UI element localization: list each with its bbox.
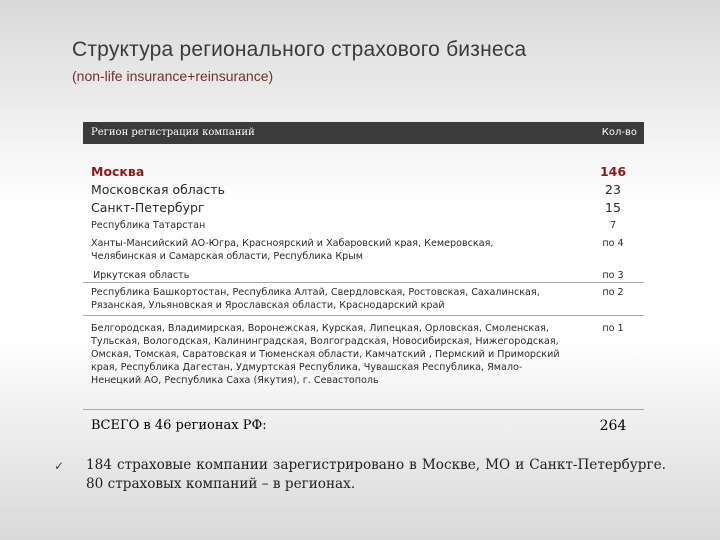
count-cell: 23 <box>605 182 621 197</box>
row-divider <box>83 409 644 410</box>
count-cell: 15 <box>605 200 621 215</box>
region-cell: Санкт-Петербург <box>91 200 205 215</box>
count-cell: 7 <box>609 220 617 231</box>
count-cell: по 4 <box>602 238 624 249</box>
regions-table <box>83 122 644 434</box>
total-label: ВСЕГО в 46 регионах РФ: <box>91 418 267 433</box>
region-cell: Иркутская область <box>93 270 190 281</box>
region-cell: Республика Татарстан <box>91 220 206 231</box>
table-header <box>83 122 644 144</box>
count-cell: по 1 <box>602 323 624 334</box>
page-title: Структура регионального страхового бизнеса <box>72 38 527 61</box>
region-cell: Москва <box>91 164 145 179</box>
count-cell: по 3 <box>602 270 624 281</box>
count-cell: по 2 <box>602 287 624 298</box>
region-cell: Ханты-Мансийский АО-Югра, Красноярский и Хабаровский края, Кемеровская, Челябинская и Самарская области, Республика Крым <box>91 238 494 262</box>
page-subtitle: (non-life insurance+reinsurance) <box>72 68 274 84</box>
checkmark-icon: ✓ <box>54 459 65 473</box>
count-cell: 146 <box>599 164 627 179</box>
region-cell: Белгородская, Владимирская, Воронежская, Курская, Липецкая, Орловская, Смоленская, Тульская, Вологодская, Калининградская, Волгоградская, Новосибирская, Нижегородская, Омская, Томская, Саратовская и Тюменская области, Камчатский , Пермский и Приморский края, Республика Дагестан, Удмуртская Республика, Чувашская Республика, Ямало-Ненецкий АО, Республика Саха (Якутия), г. Севастополь <box>91 323 560 386</box>
header-region: Регион регистрации компаний <box>91 127 255 138</box>
summary-note: 184 страховые компании зарегистрировано в Москве, МО и Санкт-Петербурге. 80 страховых компаний – в регионах. <box>86 457 666 492</box>
region-cell: Республика Башкортостан, Республика Алтай, Свердловская, Ростовская, Сахалинская, Рязанская, Ульяновская и Ярославская области, Краснодарский край <box>91 287 540 311</box>
total-count: 264 <box>599 418 627 434</box>
row-divider <box>83 315 644 316</box>
header-count: Кол-во <box>601 127 637 138</box>
region-cell: Московская область <box>91 182 225 197</box>
row-divider <box>83 282 644 283</box>
